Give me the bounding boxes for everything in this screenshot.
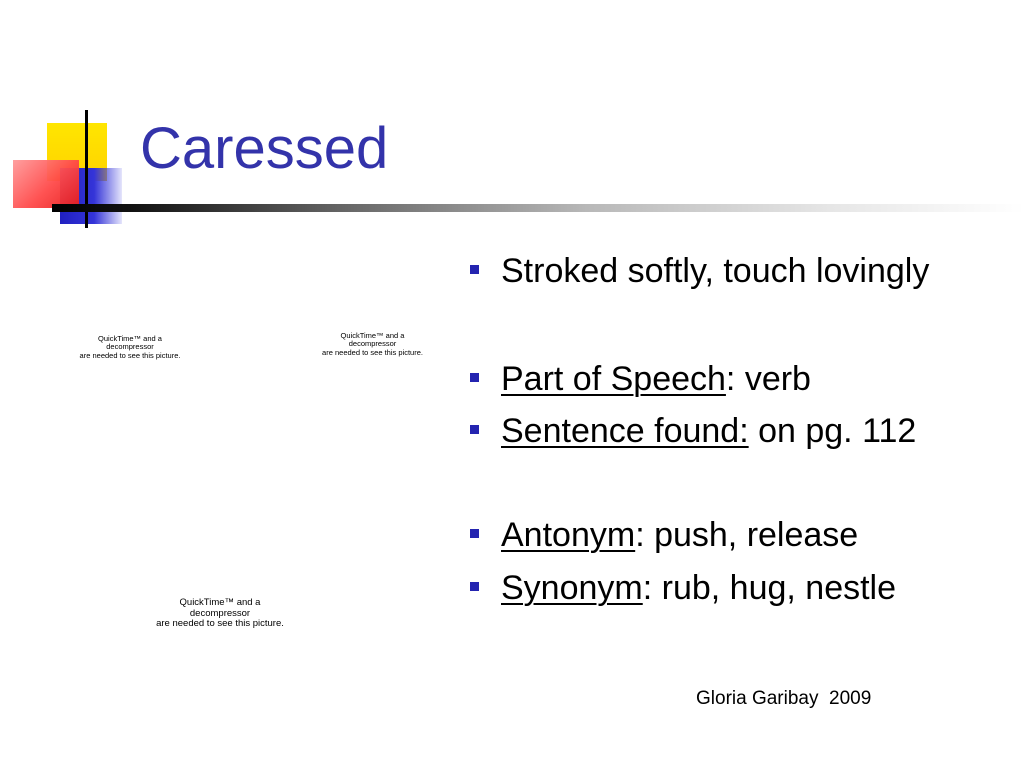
placeholder-line: decompressor: [106, 342, 154, 352]
bullet-antonym: [470, 516, 858, 555]
bullet-sentence-found: [470, 412, 916, 451]
bullet-label: Synonym: [501, 569, 643, 607]
bullet-text: Stroked softly, touch lovingly: [501, 252, 930, 290]
bullet-text: on pg. 112: [748, 412, 917, 450]
placeholder-line: QuickTime™ and a: [179, 597, 261, 608]
placeholder-line: are needed to see this picture.: [156, 618, 284, 630]
bullet-label: Antonym: [501, 516, 636, 554]
media-placeholder: [70, 335, 190, 360]
square-bullet-icon: [470, 265, 479, 274]
placeholder-line: decompressor: [348, 339, 397, 349]
slide-title: Caressed: [140, 116, 389, 181]
square-bullet-icon: [470, 529, 479, 538]
media-placeholder: [145, 598, 295, 630]
square-bullet-icon: [470, 425, 479, 434]
footer-credit: Gloria Garibay 2009: [696, 688, 872, 709]
bullet-label: Sentence found:: [501, 412, 749, 450]
media-placeholder: [315, 332, 430, 357]
bullet-label: Part of Speech: [501, 360, 726, 398]
placeholder-line: are needed to see this picture.: [79, 350, 181, 360]
bullet-text: : push, release: [635, 516, 859, 554]
bullet-synonym: [470, 569, 896, 608]
square-bullet-icon: [470, 582, 479, 591]
square-bullet-icon: [470, 373, 479, 382]
placeholder-line: QuickTime™ and a: [98, 334, 162, 343]
placeholder-line: QuickTime™ and a: [340, 331, 405, 340]
bullet-text: : verb: [725, 360, 811, 398]
bullet-text: : rub, hug, nestle: [642, 569, 897, 607]
red-square-decoration: [13, 160, 79, 208]
placeholder-line: decompressor: [189, 607, 251, 619]
placeholder-line: are needed to see this picture.: [322, 347, 423, 357]
bullet-part-of-speech: [470, 360, 811, 399]
bullet-list: [470, 0, 1024, 768]
bullet-definition: [470, 252, 929, 291]
